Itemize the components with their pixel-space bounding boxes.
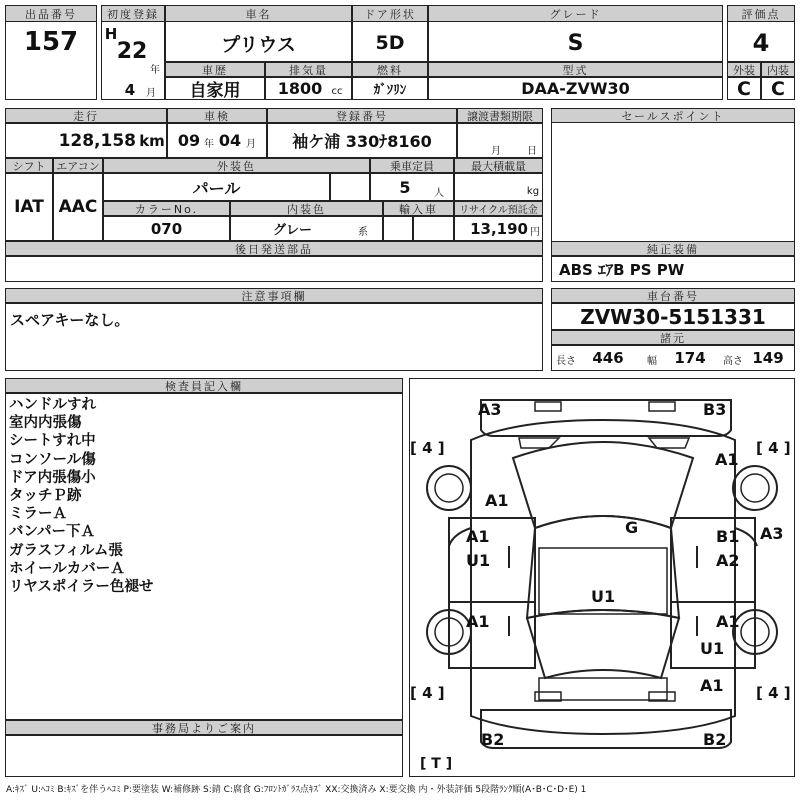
car-diagram-icon xyxy=(409,378,795,777)
damage-door-fr-2: A2 xyxy=(716,551,740,570)
tire-rear-left: [ 4 ] xyxy=(410,684,445,702)
displacement-label: 排気量 xyxy=(265,62,352,77)
capacity-label: 乗車定員 xyxy=(370,158,454,173)
mileage-label: 走行 xyxy=(5,108,167,123)
import-cell-2 xyxy=(413,216,454,241)
exterior-label: 外装 xyxy=(727,62,761,77)
later-parts-box xyxy=(5,256,543,282)
name-label: 車名 xyxy=(165,5,352,22)
shift: IAT xyxy=(14,197,44,217)
damage-door-fr-1: B1 xyxy=(716,527,740,546)
score: 4 xyxy=(752,29,770,57)
plate-label: 登録番号 xyxy=(267,108,457,123)
color-label: 外装色 xyxy=(103,158,370,173)
office-box xyxy=(5,735,403,777)
damage-door-fl-2: U1 xyxy=(466,551,491,570)
capacity: 5 xyxy=(399,177,411,197)
trunk-mark: [ T ] xyxy=(420,756,453,772)
grade-label: グレード xyxy=(428,5,723,22)
import-cell-1 xyxy=(383,216,413,241)
recycle-fee: 13,190 xyxy=(470,219,528,238)
height-label: 高さ xyxy=(723,355,743,367)
year-unit: 年 xyxy=(150,64,160,76)
inspection-year-unit: 年 xyxy=(204,138,214,150)
mileage-unit: km xyxy=(139,131,165,150)
height: 149 xyxy=(752,349,784,367)
shift-label: シフト xyxy=(5,158,53,173)
mileage: 128,158 xyxy=(58,130,136,151)
load-label: 最大積載量 xyxy=(454,158,543,173)
displacement: 1800 xyxy=(277,79,323,98)
damage-rear-right: B2 xyxy=(703,730,727,749)
notes-text: スペアキーなし。 xyxy=(10,311,130,329)
tire-front-left: [ 4 ] xyxy=(410,439,445,457)
damage-door-fl-1: A1 xyxy=(466,527,490,546)
inspector-line: シートすれ中 xyxy=(9,433,96,450)
interior-color: グレー xyxy=(272,223,312,238)
inspector-line: ドア内張傷小 xyxy=(9,469,96,486)
damage-fender-left: A1 xyxy=(485,491,509,510)
length-label: 長さ xyxy=(556,355,576,367)
interior-label: 内装 xyxy=(761,62,795,77)
transfer-day-unit: 日 xyxy=(527,145,537,157)
capacity-unit: 人 xyxy=(434,187,444,199)
inspection-month: 04 xyxy=(218,131,242,150)
inspector-line: バンパー下Ａ xyxy=(9,524,95,541)
damage-door-rr: A1 xyxy=(716,612,740,631)
color-number: 070 xyxy=(150,219,183,238)
damage-rear-left: B2 xyxy=(481,730,505,749)
damage-roof: U1 xyxy=(591,587,616,606)
inspector-line: 室内内張傷 xyxy=(9,415,82,432)
damage-windshield: G xyxy=(625,518,639,537)
spec-label: 諸元 xyxy=(551,330,795,345)
notes-label: 注意事項欄 xyxy=(5,288,543,303)
chassis-label: 車台番号 xyxy=(551,288,795,303)
width-label: 幅 xyxy=(647,355,657,367)
damage-quarter-rr-2: A1 xyxy=(700,676,724,695)
office-label: 事務局よりご案内 xyxy=(5,720,403,735)
damage-right-side: A3 xyxy=(760,524,784,543)
inspector-line: リヤスポイラー色褪せ xyxy=(9,579,154,596)
inspector-line: ミラーＡ xyxy=(9,506,67,523)
damage-door-rl: A1 xyxy=(466,612,490,631)
recycle-label: リサイクル預託金 xyxy=(454,201,543,216)
score-label: 評価点 xyxy=(727,5,795,22)
era: H xyxy=(104,25,118,43)
exterior-grade: C xyxy=(737,77,751,100)
interior-color-unit: 系 xyxy=(358,226,368,238)
body-color: パール xyxy=(192,178,241,198)
model-label: 型式 xyxy=(428,62,723,77)
first-reg-label: 初度登録 xyxy=(101,5,165,22)
displacement-unit: cc xyxy=(331,85,343,97)
damage-front-left: A3 xyxy=(478,400,502,419)
interior-color-label: 内装色 xyxy=(230,201,383,216)
recycle-unit: 円 xyxy=(530,226,540,238)
car-name: プリウス xyxy=(221,33,296,56)
interior-grade: C xyxy=(771,77,785,100)
inspector-line: ホイールカバーＡ xyxy=(9,560,125,577)
month-unit: 月 xyxy=(146,87,156,99)
load-unit: kg xyxy=(526,185,540,197)
door-type: 5D xyxy=(375,32,405,54)
inspector-line: コンソール傷 xyxy=(9,451,96,468)
inspection-label: 車検 xyxy=(167,108,267,123)
history-label: 車歴 xyxy=(165,62,265,77)
fuel-label: 燃料 xyxy=(352,62,428,77)
width: 174 xyxy=(674,349,706,367)
lot-label: 出品番号 xyxy=(5,5,97,22)
plate-number: 袖ケ浦 330ﾅ8160 xyxy=(292,132,432,151)
equipment-label: 純正装備 xyxy=(551,241,795,256)
ac-label: エアコン xyxy=(53,158,103,173)
lot-number: 157 xyxy=(23,27,79,57)
tire-rear-right: [ 4 ] xyxy=(756,684,791,702)
inspector-label: 検査員記入欄 xyxy=(5,378,403,393)
door-label: ドア形状 xyxy=(352,5,428,22)
inspection-month-unit: 月 xyxy=(246,138,256,150)
transfer-label: 譲渡書類期限 xyxy=(457,108,543,123)
sales-point-box xyxy=(551,108,795,254)
damage-legend: A:ｷｽﾞ U:ﾍｺﾐ B:ｷｽﾞを伴うﾍｺﾐ P:要塗装 W:補修跡 S:錆 C:腐食 G:ﾌﾛﾝﾄｶﾞﾗｽ点ｷｽﾞ XX:交換済み X:要交換 内・外装評価 5段階ﾗﾝｸ順(A･B･C･D･E) 1 xyxy=(6,785,587,795)
transfer-month-unit: 月 xyxy=(491,145,501,157)
later-parts-label: 後日発送部品 xyxy=(5,241,543,256)
sales-point-label: セールスポイント xyxy=(551,108,795,123)
grade: S xyxy=(567,30,584,56)
inspection-year: 09 xyxy=(177,131,201,150)
tire-front-right: [ 4 ] xyxy=(756,439,791,457)
inspector-notes xyxy=(9,396,153,596)
color-extra-cell xyxy=(330,173,370,201)
air-conditioner: AAC xyxy=(58,197,98,217)
inspector-line: タッチＰ跡 xyxy=(9,488,82,505)
import-label: 輸入車 xyxy=(383,201,454,216)
inspector-line: ガラスフィルム張 xyxy=(9,542,123,559)
equipment: ABS ｴｱB PS PW xyxy=(559,260,685,279)
color-no-label: カラーNo. xyxy=(103,201,230,216)
length: 446 xyxy=(592,349,624,367)
damage-fender-right: A1 xyxy=(715,450,739,469)
reg-month: 4 xyxy=(124,81,136,99)
history: 自家用 xyxy=(189,81,241,101)
reg-year: 22 xyxy=(116,38,148,64)
damage-front-right: B3 xyxy=(703,400,727,419)
model: DAA-ZVW30 xyxy=(521,79,630,98)
fuel: ｶﾞｿﾘﾝ xyxy=(373,83,407,98)
damage-quarter-rr-1: U1 xyxy=(700,639,725,658)
inspector-line: ハンドルすれ xyxy=(9,397,96,413)
chassis-number: ZVW30-5151331 xyxy=(580,304,766,329)
